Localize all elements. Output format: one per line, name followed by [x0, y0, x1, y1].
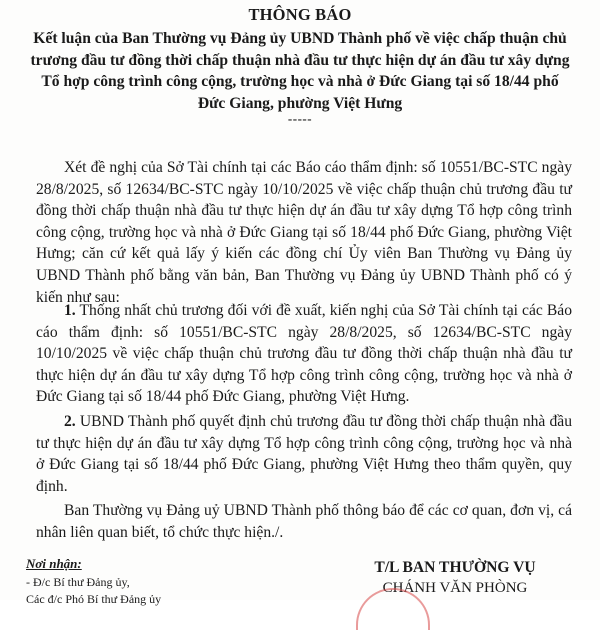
- signature-position: CHÁNH VĂN PHÒNG: [382, 580, 528, 596]
- item-2-number: 2.: [64, 413, 76, 430]
- recipient-line-1: - Đ/c Bí thư Đảng ủy,: [26, 575, 130, 589]
- item-1-paragraph: [36, 300, 572, 408]
- item-1-number: 1.: [64, 302, 76, 319]
- intro-paragraph: Xét đề nghị của Sở Tài chính tại các Báo cáo thẩm định: số 10551/BC-STC ngày 28/8/2025, số 12634/BC-STC ngày 10/10/2025 về việc chấp thuận chủ trương đầu tư đồng thời chấp thuận nhà đầu tư thực hiện dự án đầu tư xây dựng Tổ hợp công trình công cộng, trường học và nhà ở Đức Giang tại số 18/44 phố Đức Giang, phường Việt Hưng; căn cứ kết quả lấy ý kiến các đồng chí Ủy viên Ban Thường vụ Đảng ủy UBND Thành phố bằng văn bản, Ban Thường vụ Đảng ủy UBND Thành phố có ý kiến như sau:: [36, 159, 572, 306]
- document-title: THÔNG BÁO: [248, 5, 352, 24]
- closing-paragraph: Ban Thường vụ Đảng uỷ UBND Thành phố thông báo để các cơ quan, đơn vị, cá nhân liên quan biết, tổ chức thực hiện./.: [36, 502, 572, 541]
- signature-title: T/L BAN THƯỜNG VỤ: [374, 559, 536, 576]
- item-2-text: UBND Thành phố quyết định chủ trương đầu tư đồng thời chấp thuận nhà đầu tư thực hiện dự án đầu tư xây dựng Tổ hợp công trình công cộng, trường học và nhà ở Đức Giang tại số 18/44 phố Đức Giang, phường Việt Hưng theo thẩm quyền, quy định.: [36, 413, 572, 495]
- title-divider: -----: [287, 111, 313, 126]
- recipient-line-2: Các đ/c Phó Bí thư Đảng ủy: [26, 592, 162, 606]
- recipients-label: Nơi nhận:: [26, 556, 82, 571]
- document-subtitle: Kết luận của Ban Thường vụ Đảng ủy UBND Thành phố về việc chấp thuận chủ trương đầu tư đồng thời chấp thuận nhà đầu tư thực hiện dự án đầu tư xây dựng Tổ hợp công trình công cộng, trường học và nhà ở Đức Giang tại số 18/44 phố Đức Giang, phường Việt Hưng: [30, 30, 570, 112]
- item-1-text: Thống nhất chủ trương đối với đề xuất, kiến nghị của Sở Tài chính tại các Báo cáo thẩm định: số 10551/BC-STC ngày 28/8/2025, số 12634/BC-STC ngày 10/10/2025 về việc chấp thuận chủ trương đầu tư đồng thời chấp thuận nhà đầu tư thực hiện dự án đầu tư xây dựng Tổ hợp công trình công cộng, trường học và nhà ở Đức Giang tại số 18/44 phố Đức Giang, phường Việt Hưng.: [36, 302, 572, 406]
- item-2-paragraph: [36, 411, 572, 497]
